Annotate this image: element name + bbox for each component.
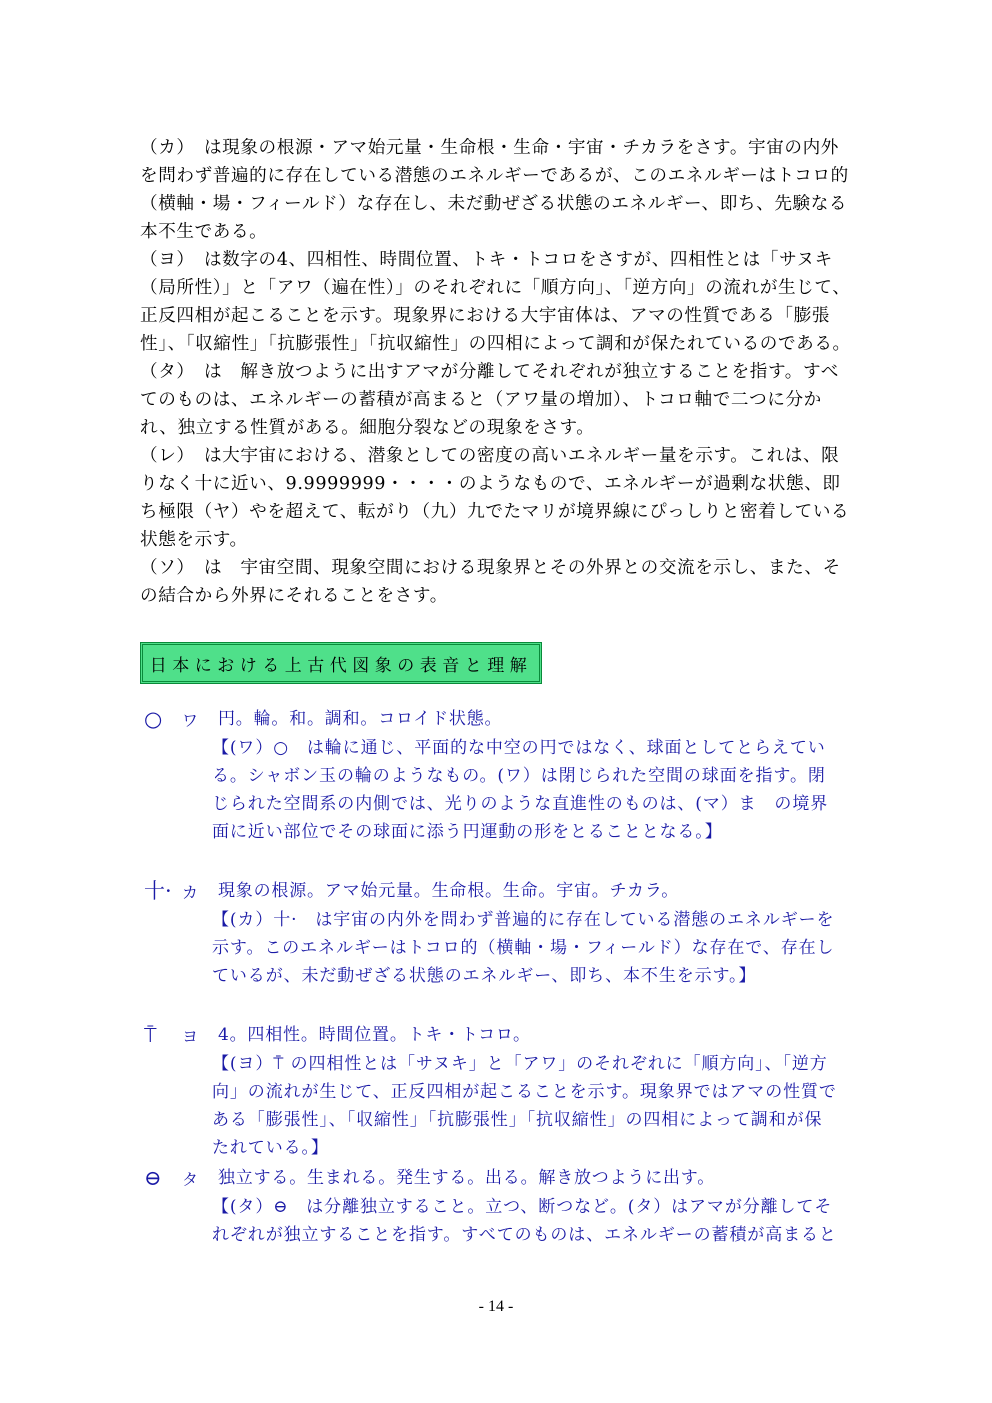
ta-symbol-icon: ⊖ [144,1166,162,1190]
page-number: - 14 - [478,1298,514,1315]
paragraph-yo: （ヨ） は数字の4、四相性、時間位置、トキ・トコロをさすが、四相性とは「サヌキ（局所性）」と「アワ（遍在性）」のそれぞれに「順方向」、「逆方向」の流れが生じて、正反四相が起こることを示す。現象界における大宇宙体は、アマの性質である「膨張性」、「収縮性」「抗膨張性」「抗収縮性」の四相によって調和が保たれているのである。 [140,250,851,354]
yo-symbol-icon: ⍑ [144,1023,157,1047]
entry-description: 【(ワ）○ は輪に通じ、平面的な中空の円ではなく、球面としてとらえている。シャボン玉の輪のようなもの。(ワ）は閉じられた空間の球面を指す。閉じられた空間系の内側では、光りのような直進性のものは、(マ）ま の境界面に近い部位でその球面に添う円運動の形をとることとなる。】 [212,738,829,842]
entry-meaning: 4。四相性。時間位置。トキ・トコロ。 [218,1025,531,1045]
paragraph-re: （レ） は大宇宙における、潜象としての密度の高いエネルギー量を示す。これは、限りなく十に近い、9.9999999・・・・のようなもので、エネルギーが過剰な状態、即ち極限（ヤ）やを超えて、転がり（九）九でたマリが境界線にぴっしりと密着している状態を示す。 [140,446,850,550]
entry-description: 【(タ）⊖ は分離独立すること。立つ、断つなど。(タ）はアマが分離してそれぞれが独立することを指す。すべてのものは、エネルギーの蓄積が高まると [212,1197,837,1245]
paragraph-ta: （タ） は 解き放つように出すアマが分離してそれぞれが独立することを指す。すべてのものは、エネルギーの蓄積が高まると（アワ量の増加）、トコロ軸で二つに分かれ、独立する性質がある。細胞分裂などの現象をさす。 [140,362,840,438]
intro-text [140,134,856,610]
wa-symbol-icon: ○ [144,707,163,731]
ka-symbol-icon: 十· [144,879,172,903]
entry-wa [140,706,856,856]
section-heading-box [140,642,542,684]
entry-description: 【(ヨ）⍑ の四相性とは「サヌキ」と「アワ」のそれぞれに「順方向」、「逆方向」の流れが生じて、正反四相が起こることを示す。現象界ではアマの性質である「膨張性」、「収縮性」「抗膨張性」「抗収縮性」の四相によって調和が保たれている。】 [212,1054,837,1158]
section-heading: 日本における上古代図象の表音と理解 [149,655,533,676]
entry-ka [140,878,856,998]
entry-kana: カ [182,883,199,902]
entry-ta [140,1165,856,1255]
entry-yo [140,1022,856,1158]
entry-meaning: 円。輪。和。調和。コロイド状態。 [218,709,503,729]
entry-kana: ヨ [182,1027,199,1046]
paragraph-so: （ソ） は 宇宙空間、現象空間における現象界とその外界との交流を示し、また、その結合から外界にそれることをさす。 [140,558,841,606]
entry-meaning: 現象の根源。アマ始元量。生命根。生命。宇宙。チカラ。 [218,881,680,901]
entry-kana: ワ [182,711,199,730]
entry-meaning: 独立する。生まれる。発生する。出る。解き放つように出す。 [218,1168,716,1188]
paragraph-ka: （カ） は現象の根源・アマ始元量・生命根・生命・宇宙・チカラをさす。宇宙の内外を問わず普遍的に存在している潜態のエネルギーであるが、このエネルギーはトコロ的（横軸・場・フィールド）な存在し、未だ動ぜざる状態のエネルギー、即ち、先験なる本不生である。 [140,138,849,242]
entry-kana: タ [182,1170,199,1189]
entry-description: 【(カ）十· は宇宙の内外を問わず普遍的に存在している潜態のエネルギーを示す。このエネルギーはトコロ的（横軸・場・フィールド）な存在で、存在しているが、未だ動ぜざる状態のエネルギー、即ち、本不生を示す。】 [212,910,835,986]
